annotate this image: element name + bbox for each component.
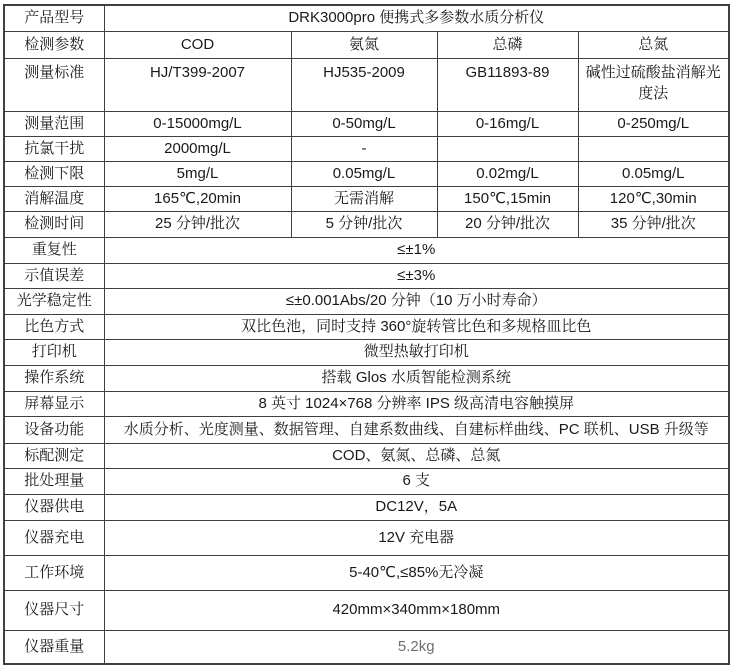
- row-label: 批处理量: [4, 468, 104, 494]
- cell-value: 0-50mg/L: [291, 111, 437, 136]
- cell-value: 微型热敏打印机: [104, 339, 729, 365]
- table-row: [4, 365, 729, 391]
- row-label: 测量标准: [4, 58, 104, 111]
- table-row: [4, 263, 729, 288]
- cell-param-cod: COD: [104, 31, 291, 58]
- cell-value: ≤±0.001Abs/20 分钟（10 万小时寿命）: [104, 288, 729, 314]
- cell-value: 碱性过硫酸盐消解光度法: [578, 58, 729, 111]
- row-label: 仪器充电: [4, 520, 104, 555]
- row-label: 打印机: [4, 339, 104, 365]
- row-label: 设备功能: [4, 416, 104, 443]
- cell-value: 0-16mg/L: [437, 111, 578, 136]
- table-row: [4, 468, 729, 494]
- spec-table: [3, 4, 730, 665]
- cell-value: 0-250mg/L: [578, 111, 729, 136]
- row-label: 工作环境: [4, 555, 104, 590]
- cell-value: HJ/T399-2007: [104, 58, 291, 111]
- cell-product-value: DRK3000pro 便携式多参数水质分析仪: [104, 5, 729, 31]
- cell-value: HJ535-2009: [291, 58, 437, 111]
- table-row: [4, 186, 729, 211]
- cell-value: 5 分钟/批次: [291, 211, 437, 237]
- table-row: [4, 288, 729, 314]
- cell-value: COD、氨氮、总磷、总氮: [104, 443, 729, 468]
- cell-value: 35 分钟/批次: [578, 211, 729, 237]
- table-row: [4, 58, 729, 111]
- table-row: [4, 416, 729, 443]
- cell-value: 0.02mg/L: [437, 161, 578, 186]
- table-row: [4, 494, 729, 520]
- cell-value: 5mg/L: [104, 161, 291, 186]
- cell-value: 水质分析、光度测量、数据管理、自建系数曲线、自建标样曲线、PC 联机、USB 升级等: [104, 416, 729, 443]
- cell-value: ≤±1%: [104, 237, 729, 263]
- cell-param-tn: 总氮: [578, 31, 729, 58]
- row-label: 消解温度: [4, 186, 104, 211]
- cell-value: -: [291, 136, 437, 161]
- table-row: [4, 391, 729, 416]
- cell-value: 搭载 Glos 水质智能检测系统: [104, 365, 729, 391]
- table-row: [4, 339, 729, 365]
- table-row: [4, 590, 729, 630]
- cell-value: 165℃,20min: [104, 186, 291, 211]
- cell-value: ≤±3%: [104, 263, 729, 288]
- cell-param-tp: 总磷: [437, 31, 578, 58]
- cell-value: GB11893-89: [437, 58, 578, 111]
- row-label: 标配测定: [4, 443, 104, 468]
- row-label: 仪器供电: [4, 494, 104, 520]
- row-label-product: 产品型号: [4, 5, 104, 31]
- cell-param-nh3n: 氨氮: [291, 31, 437, 58]
- cell-value: 12V 充电器: [104, 520, 729, 555]
- table-row: [4, 520, 729, 555]
- table-row: [4, 211, 729, 237]
- cell-value: 0.05mg/L: [578, 161, 729, 186]
- cell-value: 120℃,30min: [578, 186, 729, 211]
- table-row: [4, 237, 729, 263]
- table-row: [4, 555, 729, 590]
- row-label: 抗氯干扰: [4, 136, 104, 161]
- cell-value: 150℃,15min: [437, 186, 578, 211]
- cell-value: DC12V，5A: [104, 494, 729, 520]
- cell-value: [578, 136, 729, 161]
- table-row: [4, 136, 729, 161]
- table-row-params: [4, 31, 729, 58]
- cell-value: 420mm×340mm×180mm: [104, 590, 729, 630]
- cell-value: 无需消解: [291, 186, 437, 211]
- cell-value: 20 分钟/批次: [437, 211, 578, 237]
- cell-value: 0-15000mg/L: [104, 111, 291, 136]
- cell-value-weight: 5.2kg: [104, 630, 729, 664]
- row-label: 测量范围: [4, 111, 104, 136]
- row-label: 仪器尺寸: [4, 590, 104, 630]
- row-label-params: 检测参数: [4, 31, 104, 58]
- row-label: 光学稳定性: [4, 288, 104, 314]
- row-label: 仪器重量: [4, 630, 104, 664]
- row-label: 操作系统: [4, 365, 104, 391]
- row-label: 屏幕显示: [4, 391, 104, 416]
- cell-value: 双比色池，同时支持 360°旋转管比色和多规格皿比色: [104, 314, 729, 339]
- cell-value: 6 支: [104, 468, 729, 494]
- cell-value: 2000mg/L: [104, 136, 291, 161]
- cell-value: [437, 136, 578, 161]
- row-label: 重复性: [4, 237, 104, 263]
- table-row: [4, 111, 729, 136]
- row-label: 比色方式: [4, 314, 104, 339]
- row-label: 检测下限: [4, 161, 104, 186]
- cell-value: 8 英寸 1024×768 分辨率 IPS 级高清电容触摸屏: [104, 391, 729, 416]
- table-row: [4, 630, 729, 664]
- cell-value: 25 分钟/批次: [104, 211, 291, 237]
- row-label: 示值误差: [4, 263, 104, 288]
- table-row-product: [4, 5, 729, 31]
- cell-value: 5-40℃,≤85%无冷凝: [104, 555, 729, 590]
- row-label: 检测时间: [4, 211, 104, 237]
- table-row: [4, 443, 729, 468]
- table-row: [4, 161, 729, 186]
- cell-value: 0.05mg/L: [291, 161, 437, 186]
- table-row: [4, 314, 729, 339]
